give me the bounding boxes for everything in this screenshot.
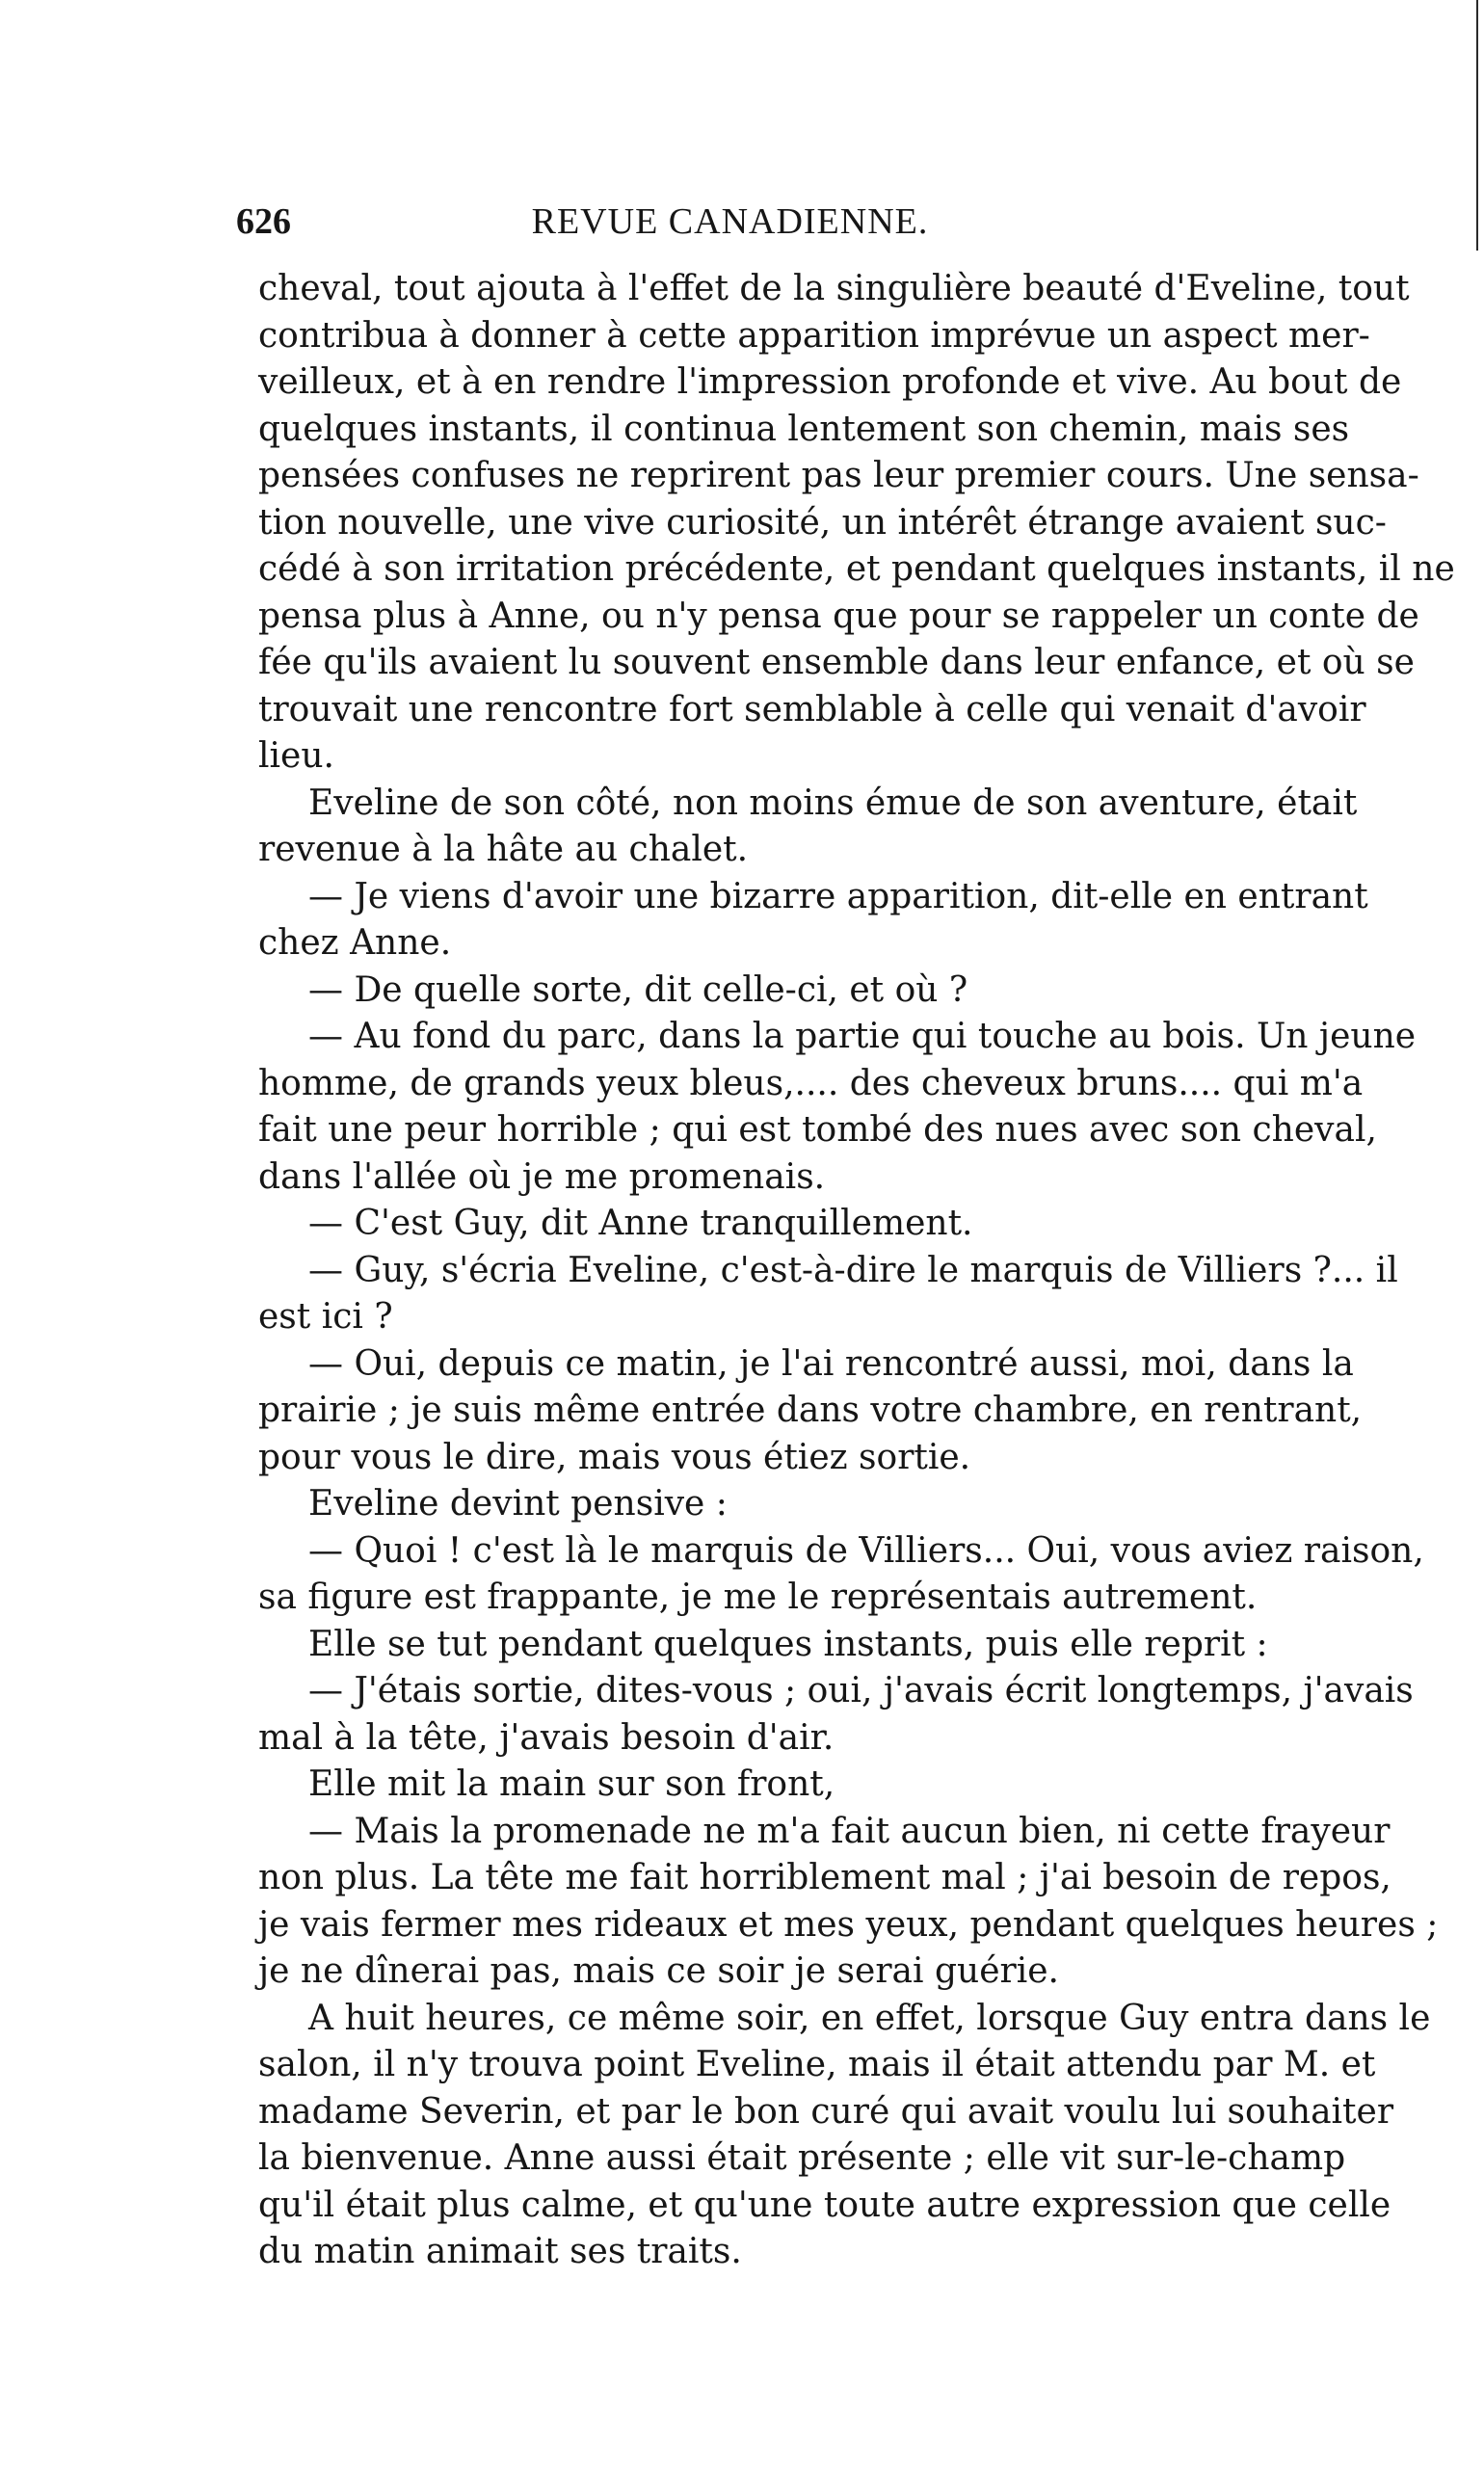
text-line: fait une peur horrible ; qui est tombé des nues avec son cheval, bbox=[258, 1110, 1377, 1150]
text-line: homme, de grands yeux bleus,.... des cheveux bruns.... qui m'a bbox=[258, 1063, 1364, 1103]
text-line: — Oui, depuis ce matin, je l'ai rencontré aussi, moi, dans la bbox=[308, 1343, 1354, 1384]
text-line: quelques instants, il continua lentement son chemin, mais ses bbox=[258, 409, 1350, 449]
text-line: cheval, tout ajouta à l'effet de la singulière beauté d'Eveline, tout bbox=[258, 269, 1410, 308]
text-line: tion nouvelle, une vive curiosité, un intérêt étrange avaient suc- bbox=[258, 502, 1387, 543]
page-edge-rule bbox=[1476, 0, 1478, 251]
text-line: madame Severin, et par le bon curé qui avait voulu lui souhaiter bbox=[258, 2091, 1394, 2132]
text-line: contribua à donner à cette apparition imprévue un aspect mer- bbox=[258, 315, 1370, 356]
text-line: pensa plus à Anne, ou n'y pensa que pour se rappeler un conte de bbox=[258, 596, 1419, 636]
text-line: trouvait une rencontre fort semblable à celle qui venait d'avoir bbox=[258, 689, 1366, 729]
text-line: — Je viens d'avoir une bizarre apparition, dit-elle en entrant bbox=[308, 876, 1368, 916]
text-line: je ne dînerai pas, mais ce soir je serai guérie. bbox=[258, 1951, 1059, 1991]
page-number: 626 bbox=[236, 201, 291, 242]
running-title: REVUE CANADIENNE. bbox=[531, 201, 929, 242]
text-line: non plus. La tête me fait horriblement mal ; j'ai besoin de repos, bbox=[258, 1858, 1391, 1897]
text-line: veilleux, et à en rendre l'impression profonde et vive. Au bout de bbox=[258, 362, 1402, 402]
text-line: est ici ? bbox=[258, 1297, 393, 1337]
text-line: pensées confuses ne reprirent pas leur premier cours. Une sensa- bbox=[258, 456, 1419, 495]
text-line: Eveline devint pensive : bbox=[308, 1484, 728, 1524]
text-body bbox=[258, 266, 1455, 2276]
text-line: qu'il était plus calme, et qu'une toute autre expression que celle bbox=[258, 2185, 1391, 2225]
text-line: mal à la tête, j'avais besoin d'air. bbox=[258, 1717, 835, 1758]
text-line: chez Anne. bbox=[258, 923, 452, 963]
text-line: salon, il n'y trouva point Eveline, mais il était attendu par M. et bbox=[258, 2045, 1376, 2084]
text-line: Elle mit la main sur son front, bbox=[308, 1764, 835, 1804]
text-line: sa figure est frappante, je me le représentais autrement. bbox=[258, 1577, 1258, 1617]
text-line: A huit heures, ce même soir, en effet, lorsque Guy entra dans le bbox=[308, 1998, 1431, 2038]
text-line: Eveline de son côté, non moins émue de son aventure, était bbox=[308, 782, 1358, 823]
text-line: — Quoi ! c'est là le marquis de Villiers... Oui, vous aviez raison, bbox=[308, 1530, 1424, 1571]
text-line: — Mais la promenade ne m'a fait aucun bien, ni cette frayeur bbox=[308, 1811, 1391, 1851]
text-line: — J'étais sortie, dites-vous ; oui, j'avais écrit longtemps, j'avais bbox=[308, 1671, 1414, 1710]
text-line: fée qu'ils avaient lu souvent ensemble dans leur enfance, et où se bbox=[258, 643, 1415, 682]
text-line: — De quelle sorte, dit celle-ci, et où ? bbox=[308, 969, 968, 1010]
text-line: — Guy, s'écria Eveline, c'est-à-dire le marquis de Villiers ?... il bbox=[308, 1250, 1398, 1290]
text-line: — Au fond du parc, dans la partie qui touche au bois. Un jeune bbox=[308, 1017, 1417, 1056]
text-line: revenue à la hâte au chalet. bbox=[258, 830, 749, 869]
text-line: du matin animait ses traits. bbox=[258, 2232, 742, 2271]
text-line: Elle se tut pendant quelques instants, puis elle reprit : bbox=[308, 1624, 1268, 1664]
text-line: prairie ; je suis même entrée dans votre chambre, en rentrant, bbox=[258, 1391, 1363, 1430]
page-header bbox=[236, 198, 1084, 246]
text-line: la bienvenue. Anne aussi était présente ; elle vit sur-le-champ bbox=[258, 2138, 1346, 2178]
text-line: je vais fermer mes rideaux et mes yeux, pendant quelques heures ; bbox=[258, 1904, 1439, 1945]
text-line: dans l'allée où je me promenais. bbox=[258, 1156, 826, 1197]
text-line: cédé à son irritation précédente, et pendant quelques instants, il ne bbox=[258, 549, 1455, 589]
text-line: — C'est Guy, dit Anne tranquillement. bbox=[308, 1204, 973, 1243]
text-line: lieu. bbox=[258, 736, 334, 776]
text-line: pour vous le dire, mais vous étiez sortie. bbox=[258, 1437, 971, 1477]
